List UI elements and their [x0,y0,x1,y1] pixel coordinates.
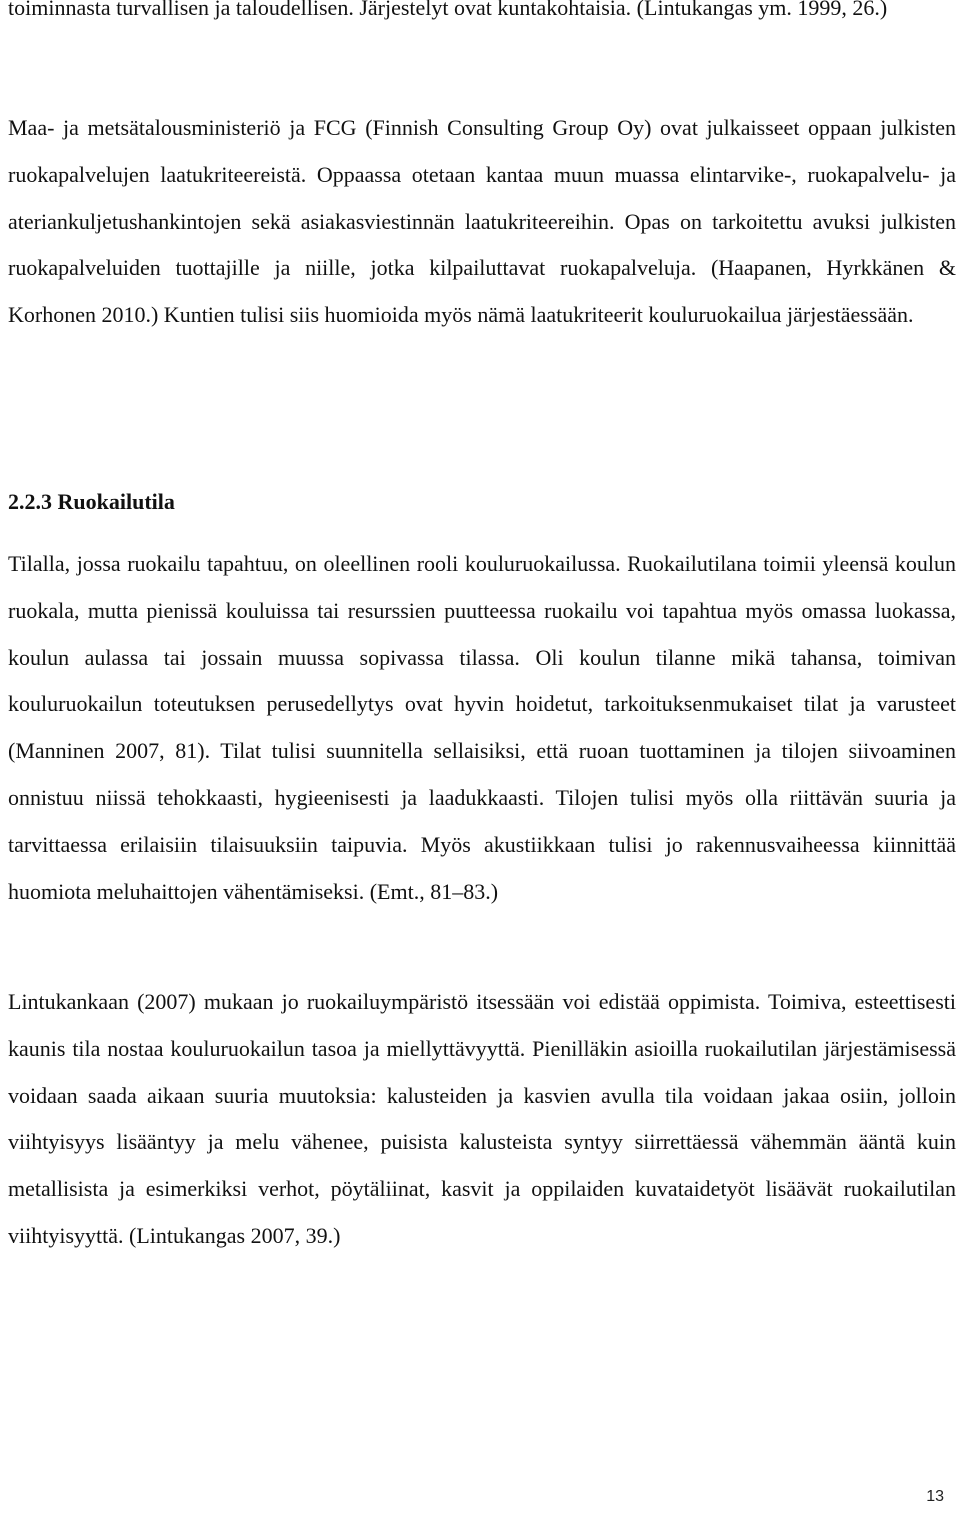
section-heading: 2.2.3 Ruokailutila [8,489,175,514]
paragraph-dining-space: Tilalla, jossa ruokailu tapahtuu, on oleellinen rooli kouluruokailussa. Ruokailutilana toimii yleensä koulun ruokala, mutta pienissä kouluissa tai resurssien puutteessa ruokailu voi tapahtua myös omassa luokassa, koulun aulassa tai jossain muussa sopivassa tilassa. Oli koulun tilanne mikä tahansa, toimivan kouluruokailun toteutuksen perusedellytys ovat hyvin hoidetut, tarkoituksenmukaiset tilat ja varusteet (Manninen 2007, 81). Tilat tulisi suunnitella sellaisiksi, että ruoan tuottaminen ja tilojen siivoaminen onnistuu niissä tehokkaasti, hygieenisesti ja laadukkaasti. Tilojen tulisi myös olla riittävän suuria ja tarvittaessa erilaisiin tilaisuuksiin taipuvia. Myös akustiikkaan tulisi jo rakennusvaiheessa kiinnittää huomiota meluhaittojen vähentämiseksi. (Emt., 81–83.) [8,551,956,904]
paragraph-dining-environment: Lintukankaan (2007) mukaan jo ruokailuympäristö itsessään voi edistää oppimista. Toimiva, esteettisesti kaunis tila nostaa kouluruokailun tasoa ja miellyttävyyttä. Pienilläkin asioilla ruokailutilan järjestämisessä voidaan saada aikaan suuria muutoksia: kalusteiden ja kasvien avulla tila voidaan jakaa osiin, jolloin viihtyisyys lisääntyy ja melu vähenee, puisista kalusteista syntyy siirrettäessä vähemmän ääntä kuin metallisista ja esimerkiksi verhot, pöytäliinat, kasvit ja oppilaiden kuvataidetyöt lisäävät ruokailutilan viihtyisyyttä. (Lintukangas 2007, 39.) [8,989,956,1248]
paragraph-continuation: toiminnasta turvallisen ja taloudellisen. Järjestelyt ovat kuntakohtaisia. (Lintukangas ym. 1999, 26.) [8,0,888,20]
paragraph-quality-criteria: Maa- ja metsätalousministeriö ja FCG (Finnish Consulting Group Oy) ovat julkaisseet oppaan julkisten ruokapalvelujen laatukriteereistä. Oppaassa otetaan kantaa muun muassa elintarvike-, ruokapalvelu- ja ateriankuljetushankintojen sekä asiakasviestinnän laatukriteereihin. Opas on tarkoitettu avuksi julkisten ruokapalveluiden tuottajille ja niille, jotka kilpailuttavat ruokapalveluja. (Haapanen, Hyrkkänen & Korhonen 2010.) Kuntien tulisi siis huomioida myös nämä laatukriteerit kouluruokailua järjestäessään. [8,115,956,328]
page-number: 13 [926,1488,944,1505]
